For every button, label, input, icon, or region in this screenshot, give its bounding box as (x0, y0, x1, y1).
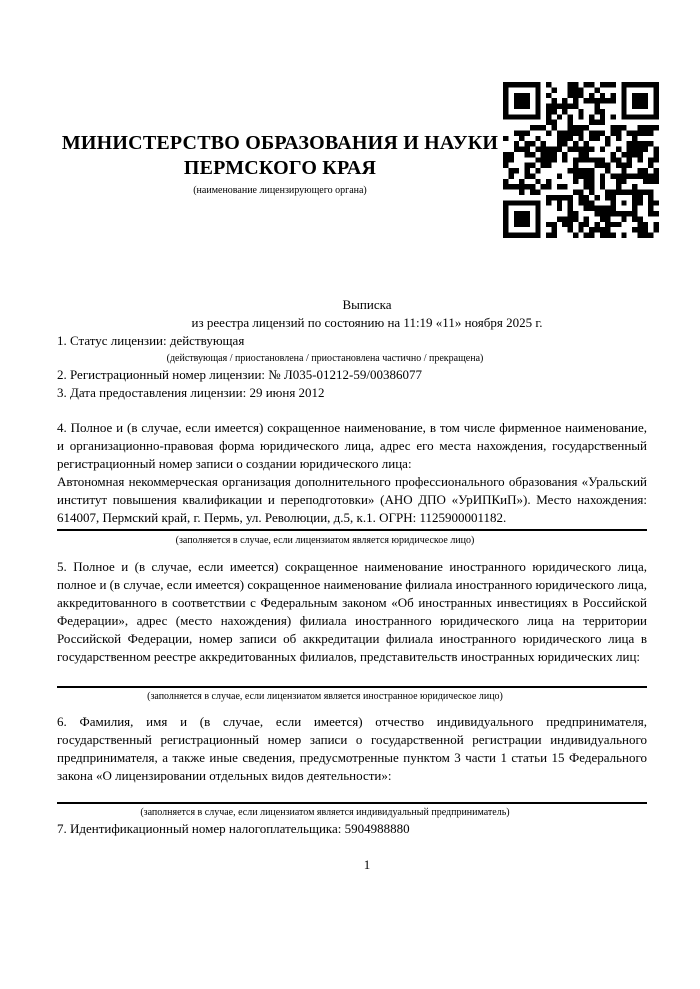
licensing-authority-name (57, 131, 503, 181)
foreign-entity-caption: (заполняется в случае, если лицензиатом является иностранное юридическое лицо) (147, 691, 503, 702)
ministry-name-line1: МИНИСТЕРСТВО ОБРАЗОВАНИЯ И НАУКИ (61, 132, 499, 154)
individual-entrepreneur-answer-line (57, 785, 647, 804)
foreign-entity-answer-line (57, 666, 647, 688)
grant-date-line: 3. Дата предоставления лицензии: 29 июня 2012 (57, 385, 325, 400)
legal-entity-label: 4. Полное и (в случае, если имеется) сокращенное наименование, в том числе фирменное наименование, и организационно-правовая форма юридического лица, адрес его места нахождения, государственный регистрационный номер записи о создании юридического лица: (57, 420, 647, 471)
taxpayer-id-line: 7. Идентификационный номер налогоплательщика: 5904988880 (57, 821, 410, 836)
document-title (57, 296, 647, 332)
individual-entrepreneur-caption: (заполняется в случае, если лицензиатом является индивидуальный предприниматель) (140, 807, 510, 818)
foreign-entity-section (57, 558, 647, 704)
license-status-line: 1. Статус лицензии: действующая (57, 333, 245, 348)
foreign-entity-label: 5. Полное и (в случае, если имеется) сокращенное наименование иностранного юридического лица, полное и (в случае, если имеется) сокращенное наименование филиала иностранного юридического лица, аккредитованного в соответствии с Федеральным законом «Об иностранных инвестициях в Российской Федерации», адрес (место нахождения) филиала иностранного юридического лица на территории Российской Федерации, номер записи об аккредитации филиала иностранного юридического лица в государственном реестре аккредитованных филиалов, представительств иностранных юридических лиц: (57, 559, 647, 664)
individual-entrepreneur-section (57, 713, 647, 820)
status-options-caption: (действующая / приостановлена / приостановлена частично / прекращена) (166, 353, 484, 364)
title-line2: из реестра лицензий по состоянию на 11:19 «11» ноября 2025 г. (191, 315, 543, 330)
title-line1: Выписка (342, 297, 392, 312)
authority-field-caption: (наименование лицензирующего органа) (193, 185, 367, 196)
document-body (57, 296, 647, 874)
page-number: 1 (363, 857, 371, 872)
registration-number-line: 2. Регистрационный номер лицензии: № Л035-01212-59/00386077 (57, 367, 423, 382)
ministry-name-line2: ПЕРМСКОГО КРАЯ (183, 157, 377, 179)
legal-entity-value: Автономная некоммерческая организация дополнительного профессионального образования «Уральский институт повышения квалификации и переподготовки» (АНО ДПО «УрИПКиП»). Место нахождения: 614007, Пермский край, г. Пермь, ул. Революции, д.5, к.1. ОГРН: 1125900001182. (57, 474, 647, 525)
legal-entity-section (57, 419, 647, 548)
document-header (57, 131, 503, 198)
legal-entity-answer-line (57, 473, 647, 531)
legal-entity-caption: (заполняется в случае, если лицензиатом является юридическое лицо) (175, 535, 475, 546)
qr-code (503, 82, 659, 238)
qr-code-image (503, 82, 659, 238)
individual-entrepreneur-label: 6. Фамилия, имя и (в случае, если имеется) отчество индивидуального предпринимателя, государственный регистрационный номер записи о государственной регистрации индивидуального предпринимателя, а также иные сведения, предусмотренные пунктом 3 части 1 статьи 15 Федерального закона «О лицензировании отдельных видов деятельности»: (57, 714, 647, 783)
